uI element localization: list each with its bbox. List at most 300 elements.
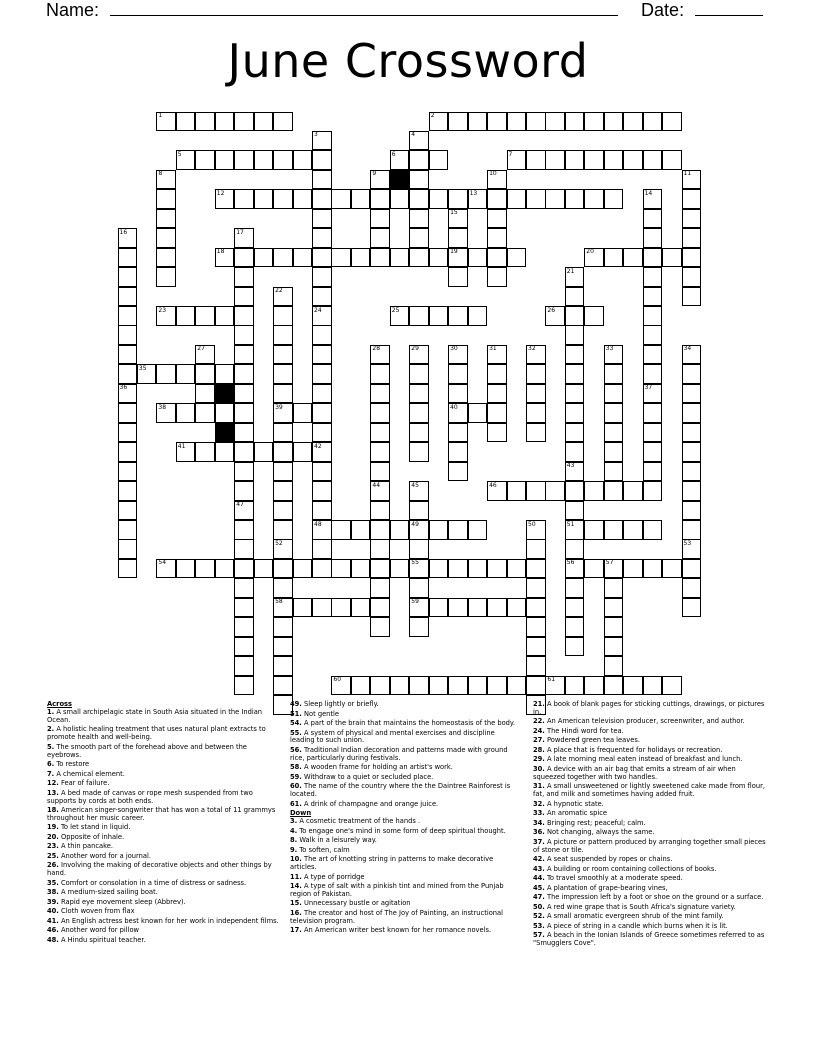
- grid-cell[interactable]: [234, 578, 254, 598]
- grid-cell[interactable]: [370, 617, 390, 637]
- grid-cell[interactable]: [565, 112, 585, 132]
- grid-cell[interactable]: [195, 112, 215, 132]
- grid-cell[interactable]: [293, 150, 313, 170]
- grid-cell[interactable]: [118, 520, 138, 540]
- grid-cell[interactable]: [623, 559, 643, 579]
- grid-cell[interactable]: [565, 676, 585, 696]
- grid-cell[interactable]: [156, 364, 176, 384]
- grid-cell[interactable]: [526, 481, 546, 501]
- grid-cell[interactable]: [370, 520, 390, 540]
- grid-cell[interactable]: [662, 676, 682, 696]
- grid-cell[interactable]: [565, 598, 585, 618]
- grid-cell[interactable]: [662, 150, 682, 170]
- grid-cell[interactable]: [682, 559, 702, 579]
- grid-cell[interactable]: [623, 112, 643, 132]
- grid-cell[interactable]: [526, 150, 546, 170]
- grid-cell[interactable]: [254, 442, 274, 462]
- grid-cell[interactable]: [604, 112, 624, 132]
- grid-cell[interactable]: [273, 150, 293, 170]
- grid-cell[interactable]: [507, 481, 527, 501]
- grid-cell[interactable]: [234, 150, 254, 170]
- grid-cell[interactable]: [526, 403, 546, 423]
- grid-cell[interactable]: [234, 345, 254, 365]
- grid-cell[interactable]: [584, 559, 604, 579]
- grid-cell[interactable]: [331, 520, 351, 540]
- grid-cell[interactable]: [565, 345, 585, 365]
- grid-cell[interactable]: [273, 501, 293, 521]
- grid-cell[interactable]: [351, 598, 371, 618]
- grid-cell[interactable]: [682, 578, 702, 598]
- grid-cell[interactable]: [623, 676, 643, 696]
- grid-cell[interactable]: [487, 267, 507, 287]
- grid-cell[interactable]: [526, 364, 546, 384]
- grid-cell[interactable]: [584, 306, 604, 326]
- grid-cell[interactable]: [429, 676, 449, 696]
- grid-cell[interactable]: [351, 676, 371, 696]
- grid-cell[interactable]: [507, 112, 527, 132]
- grid-cell[interactable]: [118, 501, 138, 521]
- grid-cell[interactable]: [331, 559, 351, 579]
- grid-cell[interactable]: [448, 423, 468, 443]
- grid-cell[interactable]: [487, 189, 507, 209]
- grid-cell[interactable]: [643, 287, 663, 307]
- grid-cell[interactable]: [390, 248, 410, 268]
- grid-cell[interactable]: [662, 559, 682, 579]
- grid-cell[interactable]: [234, 598, 254, 618]
- grid-cell[interactable]: [176, 403, 196, 423]
- grid-cell[interactable]: [604, 656, 624, 676]
- grid-cell[interactable]: [565, 423, 585, 443]
- grid-cell[interactable]: [565, 539, 585, 559]
- grid-cell[interactable]: [234, 306, 254, 326]
- grid-cell[interactable]: [409, 676, 429, 696]
- grid-cell[interactable]: [312, 559, 332, 579]
- grid-cell[interactable]: [234, 287, 254, 307]
- grid-cell[interactable]: [643, 150, 663, 170]
- grid-cell[interactable]: [234, 423, 254, 443]
- grid-cell[interactable]: [623, 248, 643, 268]
- grid-cell[interactable]: [682, 403, 702, 423]
- grid-cell[interactable]: [623, 481, 643, 501]
- grid-cell[interactable]: [195, 306, 215, 326]
- grid-cell[interactable]: [682, 481, 702, 501]
- grid-cell[interactable]: [682, 462, 702, 482]
- grid-cell[interactable]: [545, 481, 565, 501]
- grid-cell[interactable]: [565, 325, 585, 345]
- grid-cell[interactable]: [604, 189, 624, 209]
- grid-cell[interactable]: [682, 228, 702, 248]
- grid-cell[interactable]: [409, 228, 429, 248]
- grid-cell[interactable]: [331, 189, 351, 209]
- grid-cell[interactable]: [254, 189, 274, 209]
- grid-cell[interactable]: [604, 676, 624, 696]
- grid-cell[interactable]: [604, 598, 624, 618]
- grid-cell[interactable]: [682, 442, 702, 462]
- grid-cell[interactable]: [507, 248, 527, 268]
- grid-cell[interactable]: [234, 656, 254, 676]
- grid-cell[interactable]: [273, 462, 293, 482]
- grid-cell[interactable]: [156, 228, 176, 248]
- grid-cell[interactable]: [604, 364, 624, 384]
- grid-cell[interactable]: [487, 248, 507, 268]
- grid-cell[interactable]: [604, 442, 624, 462]
- grid-cell[interactable]: [176, 559, 196, 579]
- grid-cell[interactable]: [526, 578, 546, 598]
- grid-cell[interactable]: [448, 306, 468, 326]
- grid-cell[interactable]: [429, 559, 449, 579]
- grid-cell[interactable]: [604, 481, 624, 501]
- grid-cell[interactable]: [118, 539, 138, 559]
- grid-cell[interactable]: [662, 248, 682, 268]
- grid-cell[interactable]: [234, 112, 254, 132]
- grid-cell[interactable]: [604, 578, 624, 598]
- grid-cell[interactable]: [565, 403, 585, 423]
- grid-cell[interactable]: [526, 656, 546, 676]
- grid-cell[interactable]: [643, 325, 663, 345]
- grid-cell[interactable]: [156, 267, 176, 287]
- grid-cell[interactable]: [409, 442, 429, 462]
- grid-cell[interactable]: [293, 248, 313, 268]
- grid-cell[interactable]: [312, 462, 332, 482]
- grid-cell[interactable]: [390, 189, 410, 209]
- grid-cell[interactable]: [545, 150, 565, 170]
- grid-cell[interactable]: [176, 364, 196, 384]
- grid-cell[interactable]: [682, 209, 702, 229]
- grid-cell[interactable]: [312, 189, 332, 209]
- grid-cell[interactable]: [487, 384, 507, 404]
- grid-cell[interactable]: [448, 384, 468, 404]
- grid-cell[interactable]: [643, 442, 663, 462]
- grid-cell[interactable]: [604, 617, 624, 637]
- grid-cell[interactable]: [565, 364, 585, 384]
- grid-cell[interactable]: [370, 501, 390, 521]
- grid-cell[interactable]: [643, 364, 663, 384]
- grid-cell[interactable]: [448, 442, 468, 462]
- grid-cell[interactable]: [643, 423, 663, 443]
- grid-cell[interactable]: [293, 598, 313, 618]
- grid-cell[interactable]: [526, 617, 546, 637]
- grid-cell[interactable]: [623, 520, 643, 540]
- grid-cell[interactable]: [429, 189, 449, 209]
- grid-cell[interactable]: [487, 112, 507, 132]
- grid-cell[interactable]: [390, 520, 410, 540]
- grid-cell[interactable]: [682, 598, 702, 618]
- grid-cell[interactable]: [487, 364, 507, 384]
- grid-cell[interactable]: [526, 559, 546, 579]
- grid-cell[interactable]: [215, 403, 235, 423]
- grid-cell[interactable]: [604, 637, 624, 657]
- grid-cell[interactable]: [370, 559, 390, 579]
- grid-cell[interactable]: [429, 248, 449, 268]
- grid-cell[interactable]: [604, 384, 624, 404]
- grid-cell[interactable]: [273, 656, 293, 676]
- grid-cell[interactable]: [370, 189, 390, 209]
- grid-cell[interactable]: [234, 267, 254, 287]
- grid-cell[interactable]: [565, 442, 585, 462]
- grid-cell[interactable]: [409, 306, 429, 326]
- grid-cell[interactable]: [273, 481, 293, 501]
- grid-cell[interactable]: [215, 112, 235, 132]
- grid-cell[interactable]: [370, 598, 390, 618]
- grid-cell[interactable]: [468, 248, 488, 268]
- grid-cell[interactable]: [507, 559, 527, 579]
- grid-cell[interactable]: [682, 501, 702, 521]
- grid-cell[interactable]: [195, 150, 215, 170]
- grid-cell[interactable]: [468, 598, 488, 618]
- grid-cell[interactable]: [156, 248, 176, 268]
- grid-cell[interactable]: [487, 423, 507, 443]
- grid-cell[interactable]: [273, 637, 293, 657]
- grid-cell[interactable]: [487, 559, 507, 579]
- grid-cell[interactable]: [487, 209, 507, 229]
- grid-cell[interactable]: [273, 520, 293, 540]
- grid-cell[interactable]: [118, 267, 138, 287]
- grid-cell[interactable]: [565, 578, 585, 598]
- grid-cell[interactable]: [448, 559, 468, 579]
- grid-cell[interactable]: [370, 364, 390, 384]
- grid-cell[interactable]: [643, 676, 663, 696]
- grid-cell[interactable]: [584, 112, 604, 132]
- grid-cell[interactable]: [273, 189, 293, 209]
- grid-cell[interactable]: [234, 559, 254, 579]
- grid-cell[interactable]: [409, 403, 429, 423]
- grid-cell[interactable]: [234, 676, 254, 696]
- grid-cell[interactable]: [682, 287, 702, 307]
- grid-cell[interactable]: [273, 112, 293, 132]
- grid-cell[interactable]: [409, 209, 429, 229]
- grid-cell[interactable]: [273, 364, 293, 384]
- grid-cell[interactable]: [312, 248, 332, 268]
- grid-cell[interactable]: [273, 325, 293, 345]
- grid-cell[interactable]: [468, 520, 488, 540]
- grid-cell[interactable]: [429, 150, 449, 170]
- grid-cell[interactable]: [234, 442, 254, 462]
- grid-cell[interactable]: [312, 209, 332, 229]
- grid-cell[interactable]: [234, 248, 254, 268]
- grid-cell[interactable]: [682, 423, 702, 443]
- grid-cell[interactable]: [487, 598, 507, 618]
- grid-cell[interactable]: [390, 676, 410, 696]
- grid-cell[interactable]: [604, 462, 624, 482]
- grid-cell[interactable]: [273, 248, 293, 268]
- grid-cell[interactable]: [643, 559, 663, 579]
- grid-cell[interactable]: [331, 248, 351, 268]
- grid-cell[interactable]: [293, 559, 313, 579]
- grid-cell[interactable]: [312, 384, 332, 404]
- grid-cell[interactable]: [448, 112, 468, 132]
- grid-cell[interactable]: [409, 617, 429, 637]
- grid-cell[interactable]: [312, 170, 332, 190]
- grid-cell[interactable]: [643, 306, 663, 326]
- grid-cell[interactable]: [487, 228, 507, 248]
- grid-cell[interactable]: [487, 676, 507, 696]
- grid-cell[interactable]: [545, 112, 565, 132]
- grid-cell[interactable]: [370, 539, 390, 559]
- grid-cell[interactable]: [370, 248, 390, 268]
- grid-cell[interactable]: [118, 287, 138, 307]
- grid-cell[interactable]: [565, 501, 585, 521]
- grid-cell[interactable]: [273, 423, 293, 443]
- grid-cell[interactable]: [370, 403, 390, 423]
- grid-cell[interactable]: [312, 228, 332, 248]
- grid-cell[interactable]: [468, 112, 488, 132]
- grid-cell[interactable]: [604, 423, 624, 443]
- grid-cell[interactable]: [118, 442, 138, 462]
- grid-cell[interactable]: [584, 189, 604, 209]
- grid-cell[interactable]: [604, 248, 624, 268]
- grid-cell[interactable]: [118, 423, 138, 443]
- grid-cell[interactable]: [176, 112, 196, 132]
- grid-cell[interactable]: [215, 559, 235, 579]
- grid-cell[interactable]: [682, 364, 702, 384]
- grid-cell[interactable]: [409, 364, 429, 384]
- grid-cell[interactable]: [409, 423, 429, 443]
- grid-cell[interactable]: [526, 676, 546, 696]
- grid-cell[interactable]: [682, 384, 702, 404]
- grid-cell[interactable]: [409, 384, 429, 404]
- grid-cell[interactable]: [234, 384, 254, 404]
- grid-cell[interactable]: [643, 112, 663, 132]
- grid-cell[interactable]: [526, 189, 546, 209]
- grid-cell[interactable]: [468, 676, 488, 696]
- grid-cell[interactable]: [312, 481, 332, 501]
- grid-cell[interactable]: [351, 520, 371, 540]
- grid-cell[interactable]: [507, 189, 527, 209]
- grid-cell[interactable]: [584, 150, 604, 170]
- grid-cell[interactable]: [565, 384, 585, 404]
- grid-cell[interactable]: [643, 403, 663, 423]
- grid-cell[interactable]: [273, 578, 293, 598]
- grid-cell[interactable]: [409, 248, 429, 268]
- grid-cell[interactable]: [448, 462, 468, 482]
- grid-cell[interactable]: [448, 364, 468, 384]
- grid-cell[interactable]: [312, 598, 332, 618]
- grid-cell[interactable]: [215, 442, 235, 462]
- grid-cell[interactable]: [234, 364, 254, 384]
- grid-cell[interactable]: [623, 150, 643, 170]
- grid-cell[interactable]: [312, 150, 332, 170]
- grid-cell[interactable]: [526, 598, 546, 618]
- grid-cell[interactable]: [312, 364, 332, 384]
- grid-cell[interactable]: [273, 676, 293, 696]
- grid-cell[interactable]: [565, 150, 585, 170]
- grid-cell[interactable]: [429, 520, 449, 540]
- grid-cell[interactable]: [176, 306, 196, 326]
- grid-cell[interactable]: [215, 306, 235, 326]
- grid-cell[interactable]: [643, 462, 663, 482]
- grid-cell[interactable]: [604, 403, 624, 423]
- grid-cell[interactable]: [487, 403, 507, 423]
- grid-cell[interactable]: [118, 306, 138, 326]
- grid-cell[interactable]: [526, 384, 546, 404]
- grid-cell[interactable]: [448, 267, 468, 287]
- grid-cell[interactable]: [643, 520, 663, 540]
- grid-cell[interactable]: [565, 306, 585, 326]
- grid-cell[interactable]: [118, 481, 138, 501]
- grid-cell[interactable]: [370, 423, 390, 443]
- grid-cell[interactable]: [409, 501, 429, 521]
- grid-cell[interactable]: [682, 189, 702, 209]
- grid-cell[interactable]: [643, 248, 663, 268]
- grid-cell[interactable]: [507, 676, 527, 696]
- grid-cell[interactable]: [273, 384, 293, 404]
- grid-cell[interactable]: [215, 150, 235, 170]
- grid-cell[interactable]: [234, 403, 254, 423]
- grid-cell[interactable]: [448, 228, 468, 248]
- grid-cell[interactable]: [118, 364, 138, 384]
- grid-cell[interactable]: [195, 442, 215, 462]
- grid-cell[interactable]: [643, 481, 663, 501]
- grid-cell[interactable]: [370, 462, 390, 482]
- grid-cell[interactable]: [118, 559, 138, 579]
- grid-cell[interactable]: [273, 559, 293, 579]
- grid-cell[interactable]: [390, 559, 410, 579]
- grid-cell[interactable]: [604, 520, 624, 540]
- grid-cell[interactable]: [468, 306, 488, 326]
- grid-cell[interactable]: [448, 189, 468, 209]
- grid-cell[interactable]: [351, 559, 371, 579]
- grid-cell[interactable]: [682, 520, 702, 540]
- grid-cell[interactable]: [682, 267, 702, 287]
- grid-cell[interactable]: [312, 501, 332, 521]
- grid-cell[interactable]: [215, 364, 235, 384]
- grid-cell[interactable]: [448, 598, 468, 618]
- grid-cell[interactable]: [468, 403, 488, 423]
- grid-cell[interactable]: [526, 112, 546, 132]
- grid-cell[interactable]: [584, 676, 604, 696]
- grid-cell[interactable]: [234, 462, 254, 482]
- grid-cell[interactable]: [118, 345, 138, 365]
- grid-cell[interactable]: [662, 112, 682, 132]
- grid-cell[interactable]: [331, 598, 351, 618]
- grid-cell[interactable]: [156, 209, 176, 229]
- grid-cell[interactable]: [273, 345, 293, 365]
- grid-cell[interactable]: [370, 676, 390, 696]
- grid-cell[interactable]: [234, 637, 254, 657]
- grid-cell[interactable]: [448, 676, 468, 696]
- grid-cell[interactable]: [526, 539, 546, 559]
- grid-cell[interactable]: [565, 617, 585, 637]
- grid-cell[interactable]: [409, 170, 429, 190]
- grid-cell[interactable]: [273, 442, 293, 462]
- grid-cell[interactable]: [273, 617, 293, 637]
- grid-cell[interactable]: [409, 578, 429, 598]
- grid-cell[interactable]: [293, 189, 313, 209]
- grid-cell[interactable]: [565, 481, 585, 501]
- grid-cell[interactable]: [156, 189, 176, 209]
- grid-cell[interactable]: [254, 112, 274, 132]
- grid-cell[interactable]: [293, 442, 313, 462]
- grid-cell[interactable]: [370, 578, 390, 598]
- grid-cell[interactable]: [234, 481, 254, 501]
- grid-cell[interactable]: [565, 189, 585, 209]
- grid-cell[interactable]: [565, 287, 585, 307]
- grid-cell[interactable]: [312, 325, 332, 345]
- grid-cell[interactable]: [312, 345, 332, 365]
- grid-cell[interactable]: [234, 520, 254, 540]
- grid-cell[interactable]: [312, 267, 332, 287]
- grid-cell[interactable]: [273, 306, 293, 326]
- grid-cell[interactable]: [118, 462, 138, 482]
- grid-cell[interactable]: [118, 325, 138, 345]
- grid-cell[interactable]: [643, 267, 663, 287]
- grid-cell[interactable]: [195, 559, 215, 579]
- grid-cell[interactable]: [409, 539, 429, 559]
- grid-cell[interactable]: [254, 248, 274, 268]
- grid-cell[interactable]: [234, 539, 254, 559]
- grid-cell[interactable]: [545, 189, 565, 209]
- grid-cell[interactable]: [234, 189, 254, 209]
